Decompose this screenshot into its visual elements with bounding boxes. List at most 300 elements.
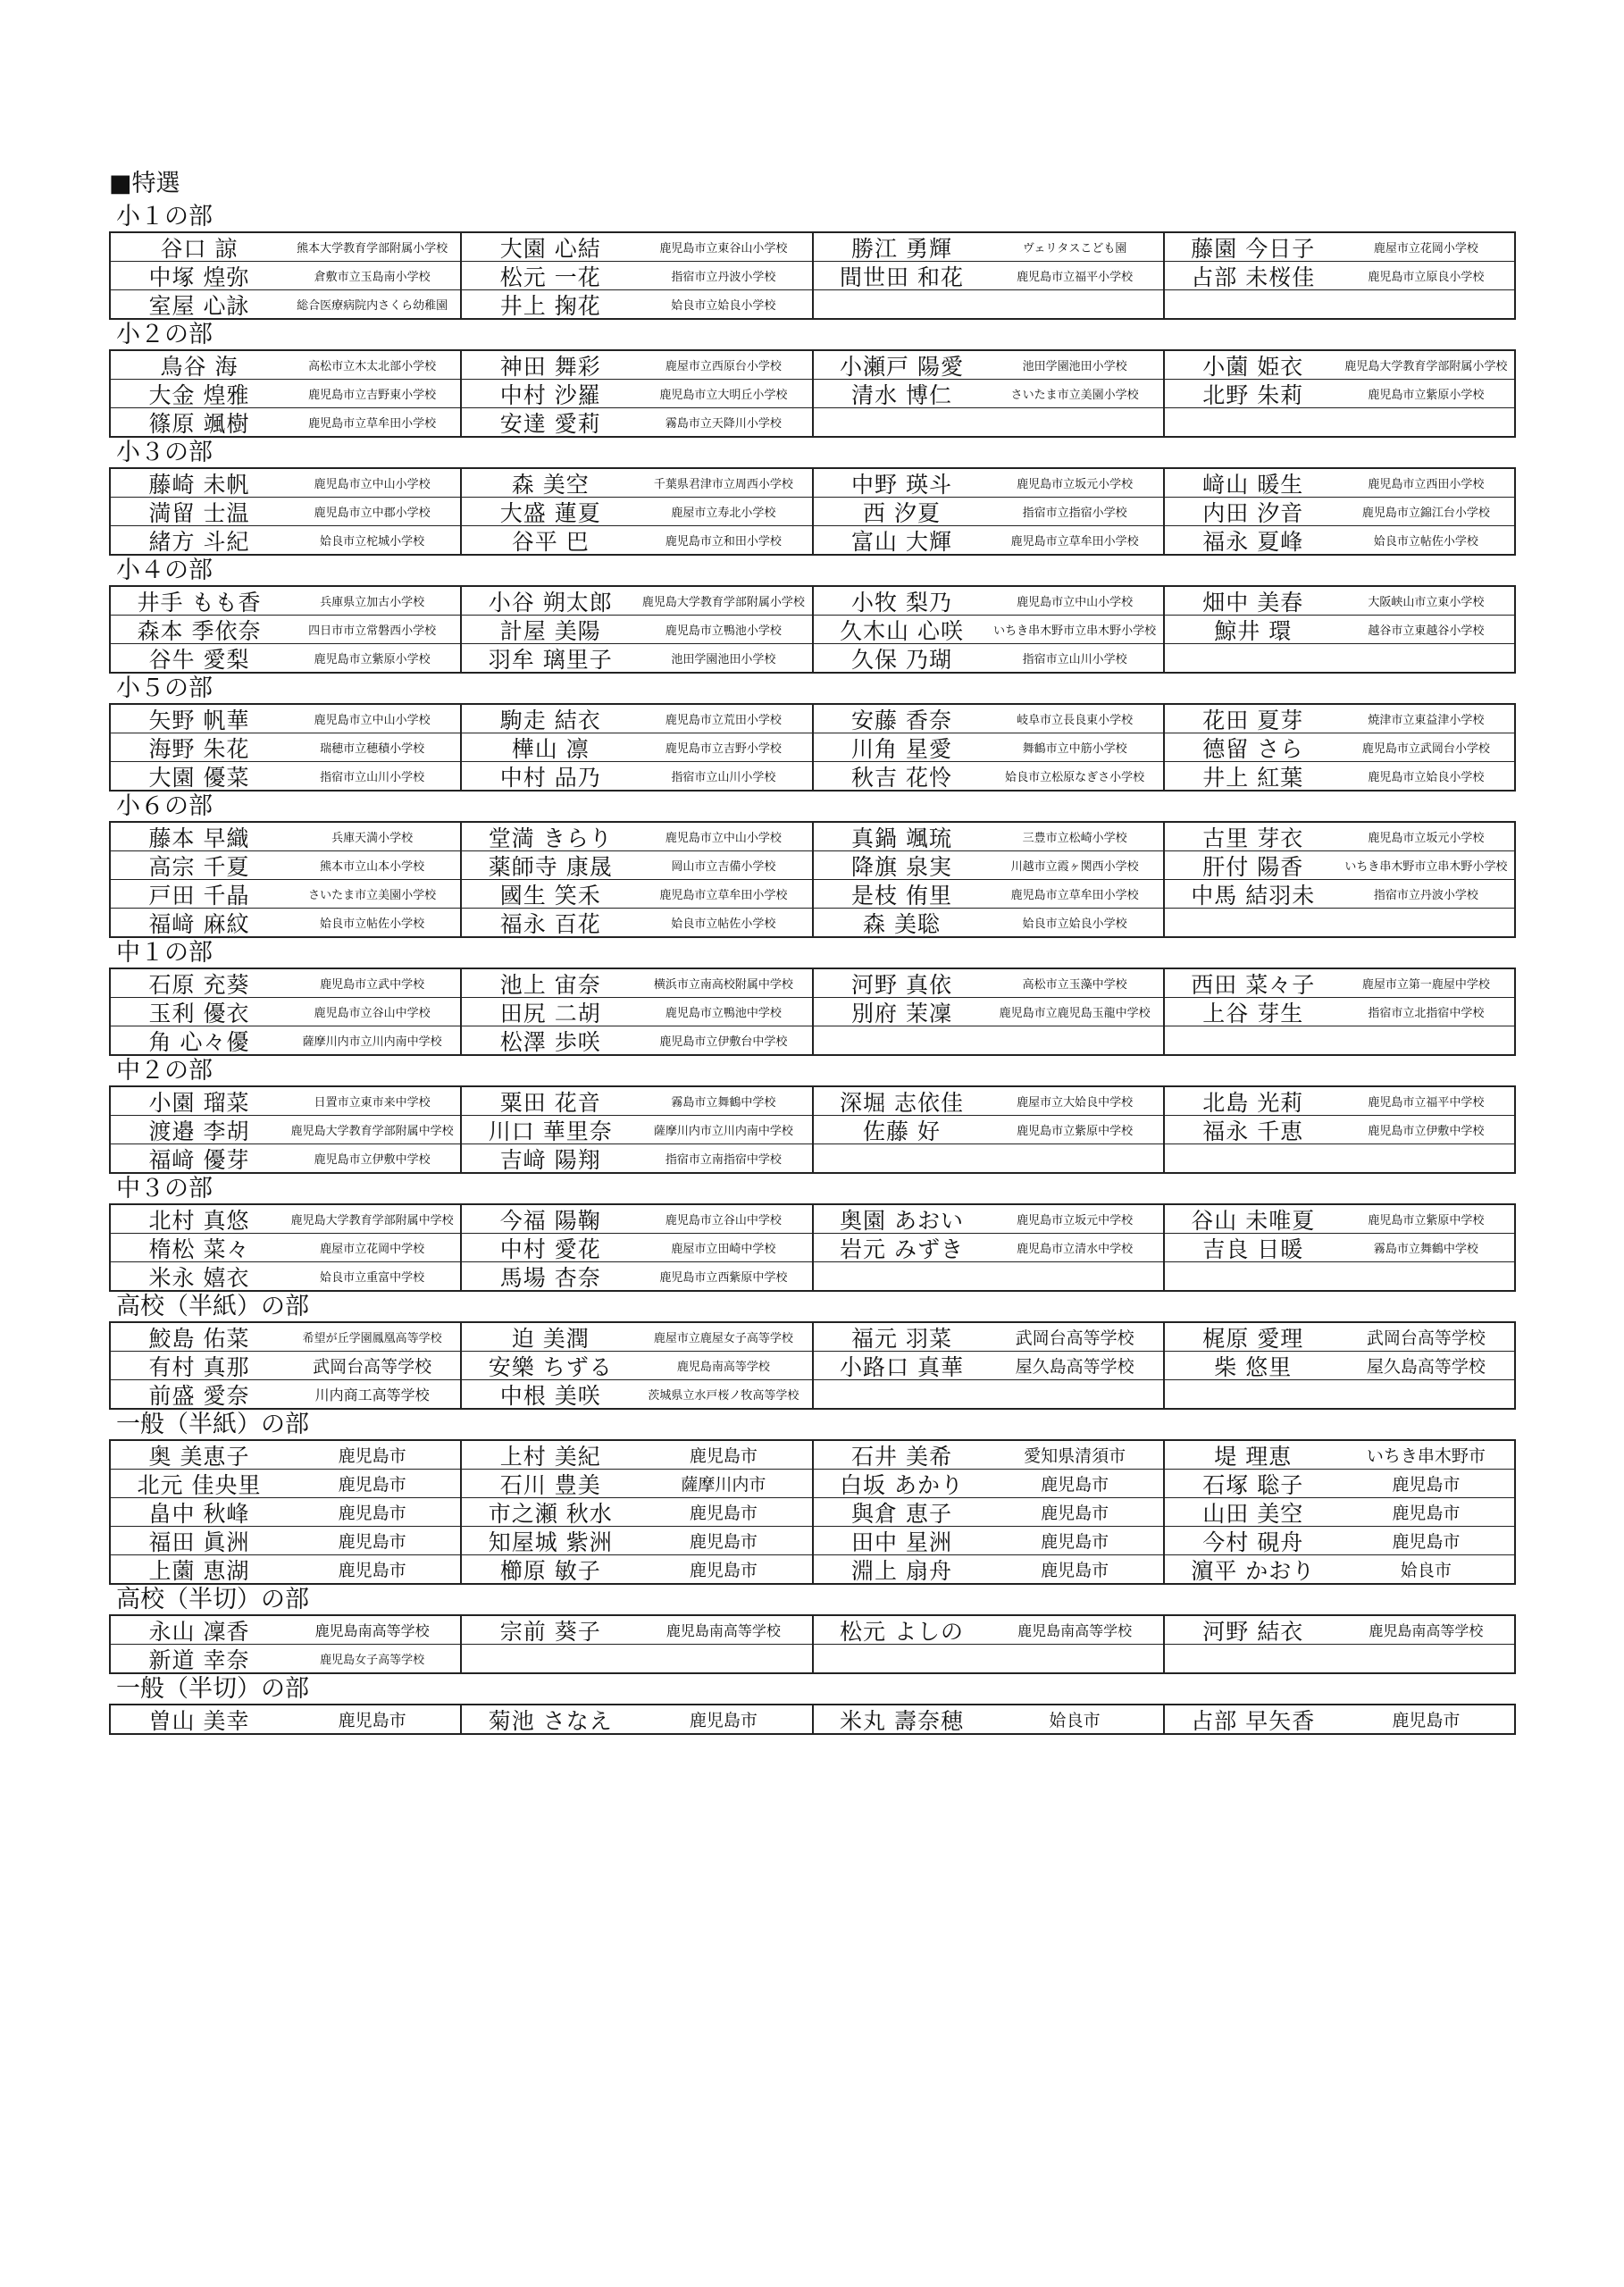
awardee-name: 間世田 和花 — [840, 264, 964, 289]
table-row — [111, 1026, 1514, 1054]
awardee-affiliation: 鹿児島市立大明丘小学校 — [659, 389, 788, 402]
table-row — [111, 1498, 1514, 1527]
table-cell — [111, 616, 462, 643]
awardee-name: 川角 星愛 — [851, 735, 952, 761]
awardee-name: 矢野 帆華 — [148, 707, 250, 733]
awardee-affiliation: 鹿児島市 — [689, 1532, 758, 1552]
table-cell — [814, 1262, 1165, 1290]
awardee-name: 薬師寺 康晟 — [488, 853, 613, 879]
table-row — [111, 1087, 1514, 1116]
awardee-name: 小谷 朔太郎 — [488, 589, 613, 615]
awardee-affiliation: 熊本大学教育学部附属小学校 — [297, 242, 448, 256]
table-cell — [111, 1616, 462, 1644]
table-cell — [1165, 762, 1514, 790]
awardee-name: 畑中 美春 — [1202, 589, 1304, 615]
awardee-name: 川口 華里奈 — [488, 1118, 613, 1144]
awardee-name: 谷牛 愛梨 — [148, 646, 250, 672]
awardee-name: 福﨑 優芽 — [148, 1146, 250, 1172]
awardee-name: 小路口 真華 — [840, 1353, 964, 1379]
awardee-affiliation: 熊本市立山本小学校 — [320, 860, 425, 874]
awardee-affiliation: 鹿児島大学教育学部附属中学校 — [290, 1125, 454, 1138]
awardee-name: 戸田 千晶 — [148, 882, 250, 908]
table-cell — [111, 705, 462, 733]
table-cell — [814, 969, 1165, 997]
table-cell — [1165, 1323, 1514, 1351]
awardee-name: 高宗 千夏 — [148, 853, 250, 879]
awardee-affiliation: 鹿屋市立花岡小学校 — [1373, 242, 1478, 256]
awardee-name: 大盛 蓮夏 — [499, 499, 601, 525]
awardee-name: 中村 品乃 — [499, 764, 601, 790]
awardee-name: 富山 大輝 — [851, 528, 952, 554]
table-row — [111, 1441, 1514, 1470]
table-cell — [814, 1144, 1165, 1172]
awardee-affiliation: 鹿児島市 — [338, 1475, 406, 1495]
awardee-affiliation: 姶良市立姶良小学校 — [1022, 917, 1127, 931]
awardee-affiliation: 鹿児島市立伊敷台中学校 — [659, 1035, 788, 1049]
awardee-name: 北野 朱莉 — [1202, 381, 1304, 407]
table-cell — [462, 969, 813, 997]
awardee-affiliation: 鹿児島大学教育学部附属中学校 — [290, 1214, 454, 1227]
awardee-affiliation: 鹿屋市立第一鹿屋中学校 — [1361, 978, 1490, 992]
awardee-name: 北元 佳央里 — [137, 1471, 262, 1497]
awardee-affiliation: 兵庫天満小学校 — [331, 832, 414, 845]
awardee-name: 米永 嬉衣 — [148, 1264, 250, 1290]
awardee-name: 角 心々優 — [148, 1028, 250, 1054]
table-cell — [1165, 969, 1514, 997]
awardee-name: 中塚 煌弥 — [148, 264, 250, 289]
awardee-name: 勝江 勇輝 — [851, 235, 952, 261]
section-title: 小４の部 — [116, 557, 213, 584]
awardee-name: 別府 茉凜 — [851, 1000, 952, 1026]
table-cell — [111, 1026, 462, 1054]
table-cell — [1165, 1498, 1514, 1526]
table-cell — [814, 1705, 1165, 1733]
table-row — [111, 587, 1514, 616]
awardee-affiliation: 鹿児島市 — [689, 1446, 758, 1466]
awardee-name: 樺山 凛 — [511, 735, 590, 761]
awardee-affiliation: 鹿児島市立原良小学校 — [1368, 271, 1485, 284]
table-cell — [462, 1323, 813, 1351]
section — [109, 674, 1516, 792]
table-cell — [814, 823, 1165, 850]
table-cell — [814, 1555, 1165, 1583]
section-title: 小２の部 — [116, 321, 213, 348]
table-cell — [814, 616, 1165, 643]
awardee-name: 秋吉 花怜 — [851, 764, 952, 790]
awardee-affiliation: 焼津市立東益津小学校 — [1368, 714, 1485, 727]
awardee-affiliation: 鹿児島南高等学校 — [314, 1622, 430, 1639]
awardee-name: 山田 美空 — [1202, 1500, 1304, 1526]
awardee-affiliation: 兵庫県立加古小学校 — [320, 596, 425, 609]
awardee-affiliation: 鹿児島大学教育学部附属小学校 — [1344, 360, 1508, 373]
awardee-name: 迫 美潤 — [511, 1325, 590, 1351]
section — [109, 938, 1516, 1056]
awardee-name: 吉良 日暖 — [1202, 1236, 1304, 1261]
awardee-affiliation: 姶良市立帖佐小学校 — [1373, 535, 1478, 549]
table-cell — [462, 1116, 813, 1144]
table-cell — [462, 1262, 813, 1290]
table-cell — [462, 408, 813, 436]
table-cell — [111, 1116, 462, 1144]
table-row — [111, 526, 1514, 554]
section-title: 小６の部 — [116, 792, 213, 820]
awardee-name: 菊池 さなえ — [488, 1707, 613, 1733]
awardee-name: 堂満 きらり — [488, 825, 613, 850]
awardee-affiliation: 指宿市立指宿小学校 — [1022, 507, 1127, 520]
table-row — [111, 969, 1514, 998]
awardee-affiliation: 鹿屋市立花岡中学校 — [320, 1243, 425, 1256]
table-cell — [1165, 498, 1514, 525]
awardee-name: 今村 硯舟 — [1202, 1529, 1304, 1554]
awardee-name: 是枝 侑里 — [851, 882, 952, 908]
awardee-affiliation: 茨城県立水戸桜ノ牧高等学校 — [648, 1389, 799, 1403]
table-cell — [1165, 351, 1514, 379]
table-cell — [111, 880, 462, 908]
table-cell — [462, 351, 813, 379]
table-cell — [1165, 1144, 1514, 1172]
table-row — [111, 1470, 1514, 1498]
awardee-affiliation: 鹿児島市 — [1041, 1475, 1109, 1495]
awardee-name: 清水 博仁 — [851, 381, 952, 407]
awardee-name: 櫛原 敏子 — [499, 1557, 601, 1583]
table-row — [111, 1205, 1514, 1234]
table-cell — [814, 498, 1165, 525]
awardee-affiliation: 姶良市 — [1400, 1561, 1452, 1580]
awardee-name: 鮫島 佑菜 — [148, 1325, 250, 1351]
awardee-name: 吉﨑 陽翔 — [499, 1146, 601, 1172]
table-cell — [1165, 1116, 1514, 1144]
awardee-name: 中根 美咲 — [499, 1382, 601, 1408]
table-cell — [1165, 1380, 1514, 1408]
awardee-name: 海野 朱花 — [148, 735, 250, 761]
awardee-affiliation: 鹿児島市 — [338, 1532, 406, 1552]
table-row — [111, 1234, 1514, 1262]
awardee-affiliation: 鹿児島市立福平中学校 — [1368, 1096, 1485, 1110]
awardee-name: 井上 紅葉 — [1202, 764, 1304, 790]
table-row — [111, 1144, 1514, 1172]
awardee-affiliation: 鹿児島市立草牟田小学校 — [659, 889, 788, 902]
table-cell — [1165, 1616, 1514, 1644]
page-title: ■特選 — [109, 170, 180, 197]
awardee-affiliation: 鹿児島市立武岡台小学校 — [1361, 742, 1490, 756]
award-table — [109, 1085, 1516, 1174]
awardee-name: 石原 充葵 — [148, 971, 250, 997]
table-cell — [1165, 1026, 1514, 1054]
awardee-affiliation: 鹿児島市立紫原中学校 — [1368, 1214, 1485, 1227]
table-cell — [111, 262, 462, 289]
awardee-name: 深堀 志依佳 — [840, 1089, 964, 1115]
awardee-name: 中村 沙羅 — [499, 381, 601, 407]
awardee-affiliation: 鹿児島市 — [1041, 1504, 1109, 1523]
table-cell — [462, 762, 813, 790]
table-cell — [462, 262, 813, 289]
table-row — [111, 233, 1514, 262]
table-cell — [814, 1087, 1165, 1115]
awardee-name: 室屋 心詠 — [148, 292, 250, 318]
table-cell — [462, 1352, 813, 1379]
award-table — [109, 1439, 1516, 1585]
table-cell — [462, 1705, 813, 1733]
awardee-affiliation: 鹿児島市立伊敷中学校 — [1368, 1125, 1485, 1138]
section-title: 一般（半紙）の部 — [116, 1411, 309, 1438]
table-cell — [462, 1470, 813, 1497]
awardee-name: 谷口 諒 — [160, 235, 239, 261]
awardee-affiliation: 姶良市立重富中学校 — [320, 1271, 425, 1285]
awardee-name: 田尻 二胡 — [499, 1000, 601, 1026]
section-title: 中２の部 — [116, 1057, 213, 1085]
table-cell — [111, 1470, 462, 1497]
awardee-name: 梶原 愛理 — [1202, 1325, 1304, 1351]
table-cell — [814, 1234, 1165, 1261]
table-cell — [111, 1645, 462, 1672]
table-cell — [111, 1705, 462, 1733]
awardee-affiliation: 鹿児島市立西紫原中学校 — [659, 1271, 788, 1285]
table-cell — [1165, 1555, 1514, 1583]
table-cell — [1165, 909, 1514, 936]
awardee-name: 藤崎 未帆 — [148, 471, 250, 497]
table-cell — [814, 380, 1165, 407]
table-row — [111, 262, 1514, 290]
awardee-name: 肝付 陽香 — [1202, 853, 1304, 879]
awardee-name: 楕松 菜々 — [148, 1236, 250, 1261]
table-cell — [1165, 262, 1514, 289]
table-cell — [814, 351, 1165, 379]
table-cell — [814, 1616, 1165, 1644]
table-cell — [462, 1234, 813, 1261]
awardee-name: 石川 豊美 — [499, 1471, 601, 1497]
awardee-name: 上薗 恵湖 — [148, 1557, 250, 1583]
table-cell — [111, 644, 462, 672]
table-row — [111, 909, 1514, 936]
awardee-name: 上谷 芽生 — [1202, 1000, 1304, 1026]
table-cell — [111, 1498, 462, 1526]
awardee-name: 森本 季依奈 — [137, 617, 262, 643]
awardee-affiliation: 姶良市立松原なぎさ小学校 — [1005, 771, 1145, 784]
awardee-name: 石塚 聡子 — [1202, 1471, 1304, 1497]
awardee-affiliation: 指宿市立丹波小学校 — [671, 271, 776, 284]
table-cell — [462, 469, 813, 497]
awardee-name: 玉利 優衣 — [148, 1000, 250, 1026]
awardee-name: 松元 一花 — [499, 264, 601, 289]
table-cell — [111, 733, 462, 761]
table-cell — [462, 1645, 813, 1672]
table-row — [111, 1645, 1514, 1672]
table-cell — [111, 1262, 462, 1290]
awardee-name: 大園 優菜 — [148, 764, 250, 790]
awardee-name: 畠中 秋峰 — [148, 1500, 250, 1526]
awardee-name: 柴 悠里 — [1214, 1353, 1293, 1379]
table-cell — [111, 1144, 462, 1172]
award-table — [109, 1704, 1516, 1735]
awardee-name: 上村 美紀 — [499, 1443, 601, 1469]
awardee-name: 堤 理恵 — [1214, 1443, 1293, 1469]
section — [109, 438, 1516, 556]
awardee-affiliation: 武岡台高等学校 — [313, 1357, 432, 1377]
awardee-affiliation: 鹿児島市立坂元小学校 — [1368, 832, 1485, 845]
table-cell — [1165, 880, 1514, 908]
awardee-affiliation: 鹿児島大学教育学部附属小学校 — [641, 596, 805, 609]
table-row — [111, 880, 1514, 909]
awardee-affiliation: 鹿児島市立福平小学校 — [1017, 271, 1134, 284]
awardee-name: 花田 夏芽 — [1202, 707, 1304, 733]
section — [109, 1410, 1516, 1585]
table-cell — [814, 1380, 1165, 1408]
awardee-affiliation: 鹿児島市立鹿児島玉龍中学校 — [999, 1007, 1151, 1020]
awardee-name: 福永 夏峰 — [1202, 528, 1304, 554]
awardee-affiliation: 鹿児島市立草牟田小学校 — [1010, 535, 1139, 549]
table-row — [111, 1527, 1514, 1555]
awardee-name: 満留 士温 — [148, 499, 250, 525]
table-cell — [111, 526, 462, 554]
awardee-affiliation: 鹿児島市立中山小学校 — [314, 714, 431, 727]
award-table — [109, 467, 1516, 556]
awardee-affiliation: 鹿児島市立姶良小学校 — [1368, 771, 1485, 784]
award-table — [109, 1614, 1516, 1674]
awardee-affiliation: 愛知県清須市 — [1024, 1446, 1126, 1466]
awardee-affiliation: 鹿児島市 — [689, 1711, 758, 1730]
awardee-affiliation: 鹿屋市立寿北小学校 — [671, 507, 776, 520]
awardee-name: 小牧 梨乃 — [851, 589, 952, 615]
table-cell — [111, 380, 462, 407]
table-cell — [462, 909, 813, 936]
table-cell — [814, 233, 1165, 261]
table-cell — [1165, 1527, 1514, 1554]
table-cell — [1165, 733, 1514, 761]
table-cell — [814, 526, 1165, 554]
awardee-name: 曽山 美幸 — [148, 1707, 250, 1733]
awardee-name: 計屋 美陽 — [499, 617, 601, 643]
awardee-affiliation: 鹿児島市立錦江台小学校 — [1361, 507, 1490, 520]
awardee-name: 濵平 かおり — [1191, 1557, 1316, 1583]
table-cell — [1165, 1352, 1514, 1379]
awardee-name: 知屋城 紫洲 — [488, 1529, 613, 1554]
awardee-name: 安藤 香奈 — [851, 707, 952, 733]
table-cell — [814, 1026, 1165, 1054]
awardee-name: 大園 心結 — [499, 235, 601, 261]
awardee-affiliation: 川内商工高等学校 — [314, 1386, 430, 1403]
awardee-name: 篠原 颯樹 — [148, 410, 250, 436]
awardee-name: 井手 もも香 — [137, 589, 262, 615]
table-row — [111, 998, 1514, 1026]
table-cell — [111, 1087, 462, 1115]
awardee-name: 今福 陽鞠 — [499, 1207, 601, 1233]
table-row — [111, 351, 1514, 380]
awardee-affiliation: 霧島市立舞鶴中学校 — [671, 1096, 776, 1110]
table-cell — [111, 909, 462, 936]
awardee-affiliation: 鹿児島市立坂元小学校 — [1017, 478, 1134, 491]
awardee-name: 新道 幸奈 — [148, 1646, 250, 1672]
awardee-name: 久保 乃瑚 — [851, 646, 952, 672]
awardee-affiliation: 薩摩川内市立川内南中学校 — [302, 1035, 442, 1049]
table-cell — [462, 733, 813, 761]
awardee-affiliation: 鹿児島市立坂元中学校 — [1017, 1214, 1134, 1227]
award-table — [109, 585, 1516, 674]
section — [109, 1056, 1516, 1174]
awardee-affiliation: 鹿児島市 — [338, 1711, 406, 1730]
awardee-name: 福永 千恵 — [1202, 1118, 1304, 1144]
table-cell — [814, 851, 1165, 879]
awardee-name: 奥 美恵子 — [148, 1443, 250, 1469]
awardee-affiliation: 高松市立玉藻中学校 — [1022, 978, 1127, 992]
table-cell — [814, 880, 1165, 908]
table-cell — [462, 1441, 813, 1469]
awardee-affiliation: 鹿児島市 — [338, 1446, 406, 1466]
awardee-name: 北村 真悠 — [148, 1207, 250, 1233]
table-cell — [1165, 526, 1514, 554]
awardee-affiliation: 屋久島高等学校 — [1015, 1357, 1134, 1377]
awardee-affiliation: 岐阜市立長良東小学校 — [1017, 714, 1134, 727]
table-cell — [462, 587, 813, 615]
awardee-affiliation: いちき串木野市立串木野小学校 — [1344, 860, 1508, 874]
sections-container — [109, 202, 1516, 1735]
awardee-affiliation: 瑞穂市立穂積小学校 — [320, 742, 425, 756]
awardee-affiliation: 鹿児島市立谷山中学校 — [665, 1214, 782, 1227]
awardee-name: 福元 羽菜 — [851, 1325, 952, 1351]
awardee-affiliation: 鹿児島市 — [1392, 1504, 1461, 1523]
section-title: 一般（半切）の部 — [116, 1675, 309, 1703]
awardee-affiliation: 鹿児島市立和田小学校 — [665, 535, 782, 549]
table-cell — [814, 262, 1165, 289]
awardee-affiliation: 屋久島高等学校 — [1366, 1357, 1486, 1377]
table-cell — [462, 644, 813, 672]
table-row — [111, 1380, 1514, 1408]
table-cell — [814, 1323, 1165, 1351]
awardee-affiliation: 池田学園池田小学校 — [671, 653, 776, 666]
awardee-name: 西田 菜々子 — [1191, 971, 1316, 997]
awardee-affiliation: 越谷市立東越谷小学校 — [1368, 624, 1485, 638]
table-cell — [1165, 1645, 1514, 1672]
awardee-name: 田中 星洲 — [851, 1529, 952, 1554]
award-table — [109, 703, 1516, 792]
awardee-affiliation: 鹿児島市立吉野小学校 — [665, 742, 782, 756]
table-cell — [1165, 1205, 1514, 1233]
awardee-affiliation: 鹿児島市立西田小学校 — [1368, 478, 1485, 491]
table-cell — [462, 1555, 813, 1583]
table-row — [111, 1555, 1514, 1583]
table-row — [111, 1616, 1514, 1645]
table-row — [111, 408, 1514, 436]
awardee-affiliation: 指宿市立山川小学校 — [320, 771, 425, 784]
awardee-name: 占部 早矢香 — [1191, 1707, 1316, 1733]
section — [109, 320, 1516, 438]
table-cell — [111, 233, 462, 261]
award-table — [109, 349, 1516, 438]
table-cell — [814, 1527, 1165, 1554]
awardee-name: 安達 愛莉 — [499, 410, 601, 436]
table-row — [111, 469, 1514, 498]
table-cell — [814, 998, 1165, 1026]
awardee-name: 谷山 未唯夏 — [1191, 1207, 1316, 1233]
awardee-affiliation: 鹿児島市立中山小学校 — [314, 478, 431, 491]
table-cell — [1165, 1234, 1514, 1261]
awardee-name: 駒走 結衣 — [499, 707, 601, 733]
awardee-name: 緒方 斗紀 — [148, 528, 250, 554]
table-row — [111, 762, 1514, 790]
awardee-affiliation: 姶良市立姶良小学校 — [671, 299, 776, 313]
awardee-name: 久木山 心咲 — [840, 617, 964, 643]
table-cell — [462, 526, 813, 554]
table-cell — [462, 1380, 813, 1408]
table-row — [111, 616, 1514, 644]
table-row — [111, 733, 1514, 762]
awardee-affiliation: 三豊市立松崎小学校 — [1022, 832, 1127, 845]
awardee-name: 真鍋 颯琉 — [851, 825, 952, 850]
awardee-name: 白坂 あかり — [840, 1471, 964, 1497]
awardee-affiliation: 鹿児島市立鴨池小学校 — [665, 624, 782, 638]
table-cell — [814, 469, 1165, 497]
table-cell — [814, 587, 1165, 615]
table-cell — [462, 290, 813, 318]
